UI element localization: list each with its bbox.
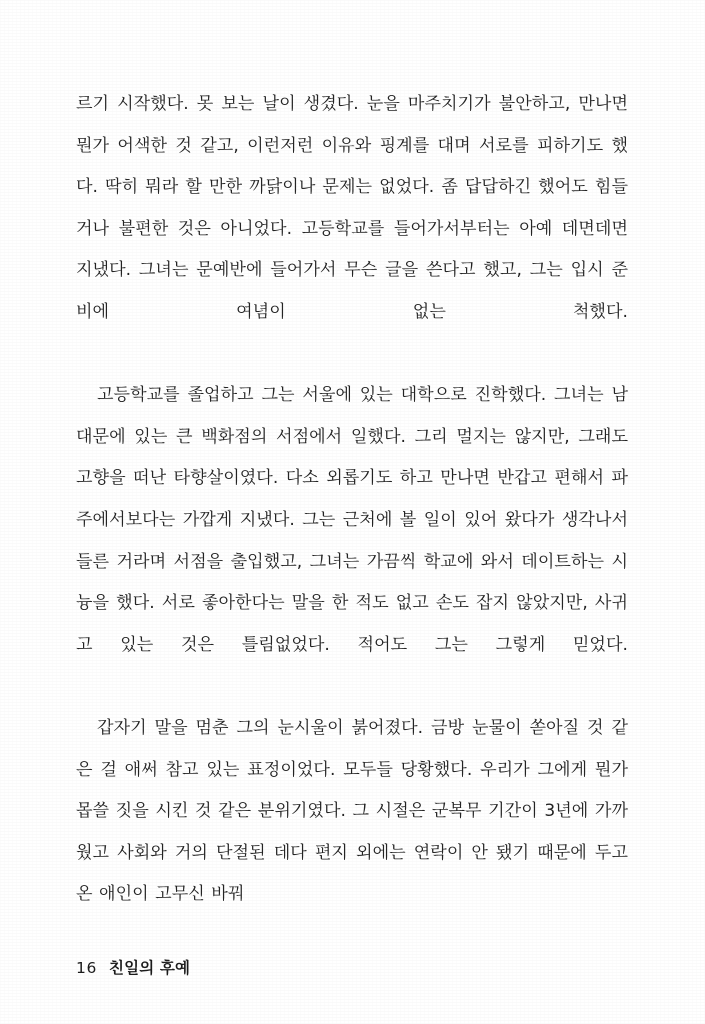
- running-title: 친일의 후예: [108, 959, 191, 977]
- page-footer: [76, 956, 190, 978]
- body-text-column: [76, 84, 628, 916]
- paragraph-continuation: 르기 시작했다. 못 보는 날이 생겼다. 눈을 마주치기가 불안하고, 만나면 뭔가 어색한 것 같고, 이런저런 이유와 핑계를 대며 서로를 피하기도 했다. 딱히 뭐라 할 만한 까닭이나 문제는 없었다. 좀 답답하긴 했어도 힘들거나 불편한 것은 아니었다. 고등학교를 들어가서부터는 아예 데면데면 지냈다. 그녀는 문예반에 들어가서 무슨 글을 쓴다고 했고, 그는 입시 준비에 여념이 없는 척했다.: [76, 94, 628, 322]
- paragraph-2: 고등학교를 졸업하고 그는 서울에 있는 대학으로 진학했다. 그녀는 남대문에 있는 큰 백화점의 서점에서 일했다. 그리 멀지는 않지만, 그래도 고향을 떠난 타향살이였다. 다소 외롭기도 하고 만나면 반갑고 편해서 파주에서보다는 가깝게 지냈다. 그는 근처에 볼 일이 있어 왔다가 생각나서 들른 거라며 서점을 출입했고, 그녀는 가끔씩 학교에 와서 데이트하는 시늉을 했다. 서로 좋아한다는 말을 한 적도 없고 손도 잡지 않았지만, 사귀고 있는 것은 틀림없었다. 적어도 그는 그렇게 믿었다.: [76, 385, 628, 655]
- folio-page-number: 16: [76, 959, 97, 977]
- paragraph-3: 갑자기 말을 멈춘 그의 눈시울이 붉어졌다. 금방 눈물이 쏟아질 것 같은 걸 애써 참고 있는 표정이었다. 모두들 당황했다. 우리가 그에게 뭔가 몹쓸 짓을 시킨 것 같은 분위기였다. 그 시절은 군복무 기간이 3년에 가까웠고 사회와 거의 단절된 데다 편지 외에는 연락이 안 됐기 때문에 두고 온 애인이 고무신 바꿔: [76, 717, 628, 905]
